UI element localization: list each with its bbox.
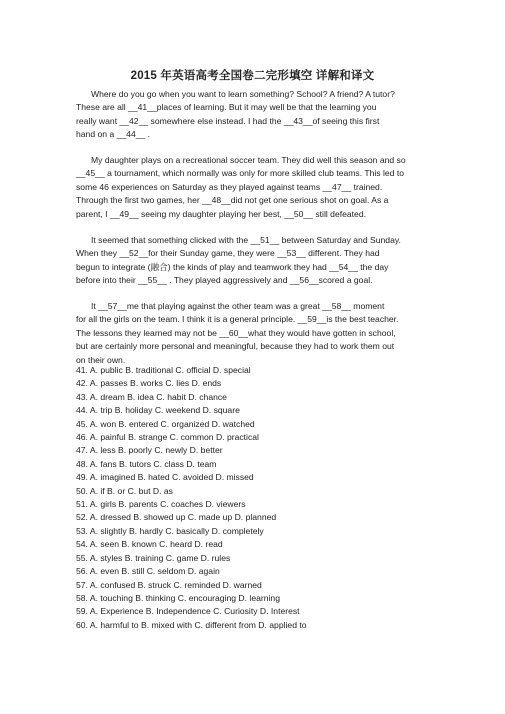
- paragraph-line: The lessons they learned may not be __60__what they would have gotten in school,: [76, 327, 396, 338]
- paragraph-line: on their own.: [76, 354, 126, 365]
- option-line: 59. A. Experience B. Independence C. Curiosity D. Interest: [76, 606, 300, 617]
- option-line: 44. A. trip B. holiday C. weekend D. square: [76, 405, 240, 416]
- option-line: 48. A. fans B. tutors C. class D. team: [76, 458, 217, 469]
- option-line: 46. A. painful B. strange C. common D. practical: [76, 432, 259, 443]
- answer-options-list: [76, 364, 456, 632]
- paragraph-4: [76, 300, 438, 367]
- paragraph-line: hand on a __44__ .: [76, 129, 151, 140]
- paragraph-line: before into their __55__ . They played aggressively and __56__scored a goal.: [76, 275, 373, 286]
- option-line: 49. A. imagined B. hated C. avoided D. missed: [76, 472, 254, 483]
- option-line: 41. A. public B. traditional C. official D. special: [76, 365, 251, 375]
- option-line: 60. A. harmful to B. mixed with C. different from D. applied to: [76, 619, 307, 630]
- paragraph-line: parent, I __49__ seeing my daughter playing her best, __50__ still defeated.: [76, 208, 367, 219]
- paragraph-line: but are certainly more personal and meaningful, because they had to work them out: [76, 341, 395, 352]
- option-line: 47. A. less B. poorly C. newly D. better: [76, 445, 223, 456]
- paragraph-line: for all the girls on the team. I think it is a general principle. __59__is the best teacher.: [76, 314, 399, 325]
- document-title: 2015 年英语高考全国卷二完形填空 详解和译文: [130, 70, 375, 82]
- option-line: 43. A. dream B. idea C. habit D. chance: [76, 391, 227, 402]
- paragraph-1: [76, 88, 438, 142]
- option-line: 52. A. dressed B. showed up C. made up D. planned: [76, 512, 277, 523]
- paragraph-line: Where do you go when you want to learn something? School? A friend? A tutor?: [91, 89, 395, 99]
- option-line: 55. A. styles B. training C. game D. rules: [76, 552, 231, 563]
- paragraph-3: [76, 234, 438, 288]
- paragraph-2: [76, 154, 438, 221]
- paragraph-line: My daughter plays on a recreational soccer team. They did well this season and so: [91, 155, 406, 165]
- option-line: 56. A. even B. still C. seldom D. again: [76, 566, 220, 577]
- option-line: 58. A. touching B. thinking C. encouraging D. learning: [76, 592, 280, 603]
- option-line: 50. A. if B. or C. but D. as: [76, 485, 173, 496]
- paragraph-line: begun to integrate (融合) the kinds of play and teamwork they had __54__ the day: [76, 261, 389, 272]
- paragraph-line: When they __52__for their Sunday game, they were __53__ different. They had: [76, 248, 380, 259]
- option-line: 42. A. passes B. works C. lies D. ends: [76, 378, 222, 389]
- paragraph-line: really want __42__ somewhere else instead. I had the __43__of seeing this first: [76, 115, 380, 126]
- paragraph-line: These are all __41__places of learning. But it may well be that the learning you: [76, 102, 377, 113]
- option-line: 45. A. won B. entered C. organized D. watched: [76, 418, 255, 429]
- paragraph-line: Through the first two games, her __48__did not get one serious shot on goal. As a: [76, 195, 389, 206]
- option-line: 53. A. slightly B. hardly C. basically D. completely: [76, 525, 264, 536]
- paragraph-line: It __57__me that playing against the other team was a great __58__ moment: [91, 301, 385, 311]
- paragraph-line: some 46 experiences on Saturday as they played against teams __47__ trained.: [76, 181, 383, 192]
- option-line: 57. A. confused B. struck C. reminded D. warned: [76, 579, 262, 590]
- option-line: 54. A. seen B. known C. heard D. read: [76, 539, 223, 550]
- paragraph-line: It seemed that something clicked with the __51__ between Saturday and Sunday.: [91, 235, 401, 245]
- paragraph-line: __45__ a tournament, which normally was only for more skilled club teams. This led to: [76, 168, 404, 179]
- option-line: 51. A. girls B. parents C. coaches D. viewers: [76, 499, 246, 510]
